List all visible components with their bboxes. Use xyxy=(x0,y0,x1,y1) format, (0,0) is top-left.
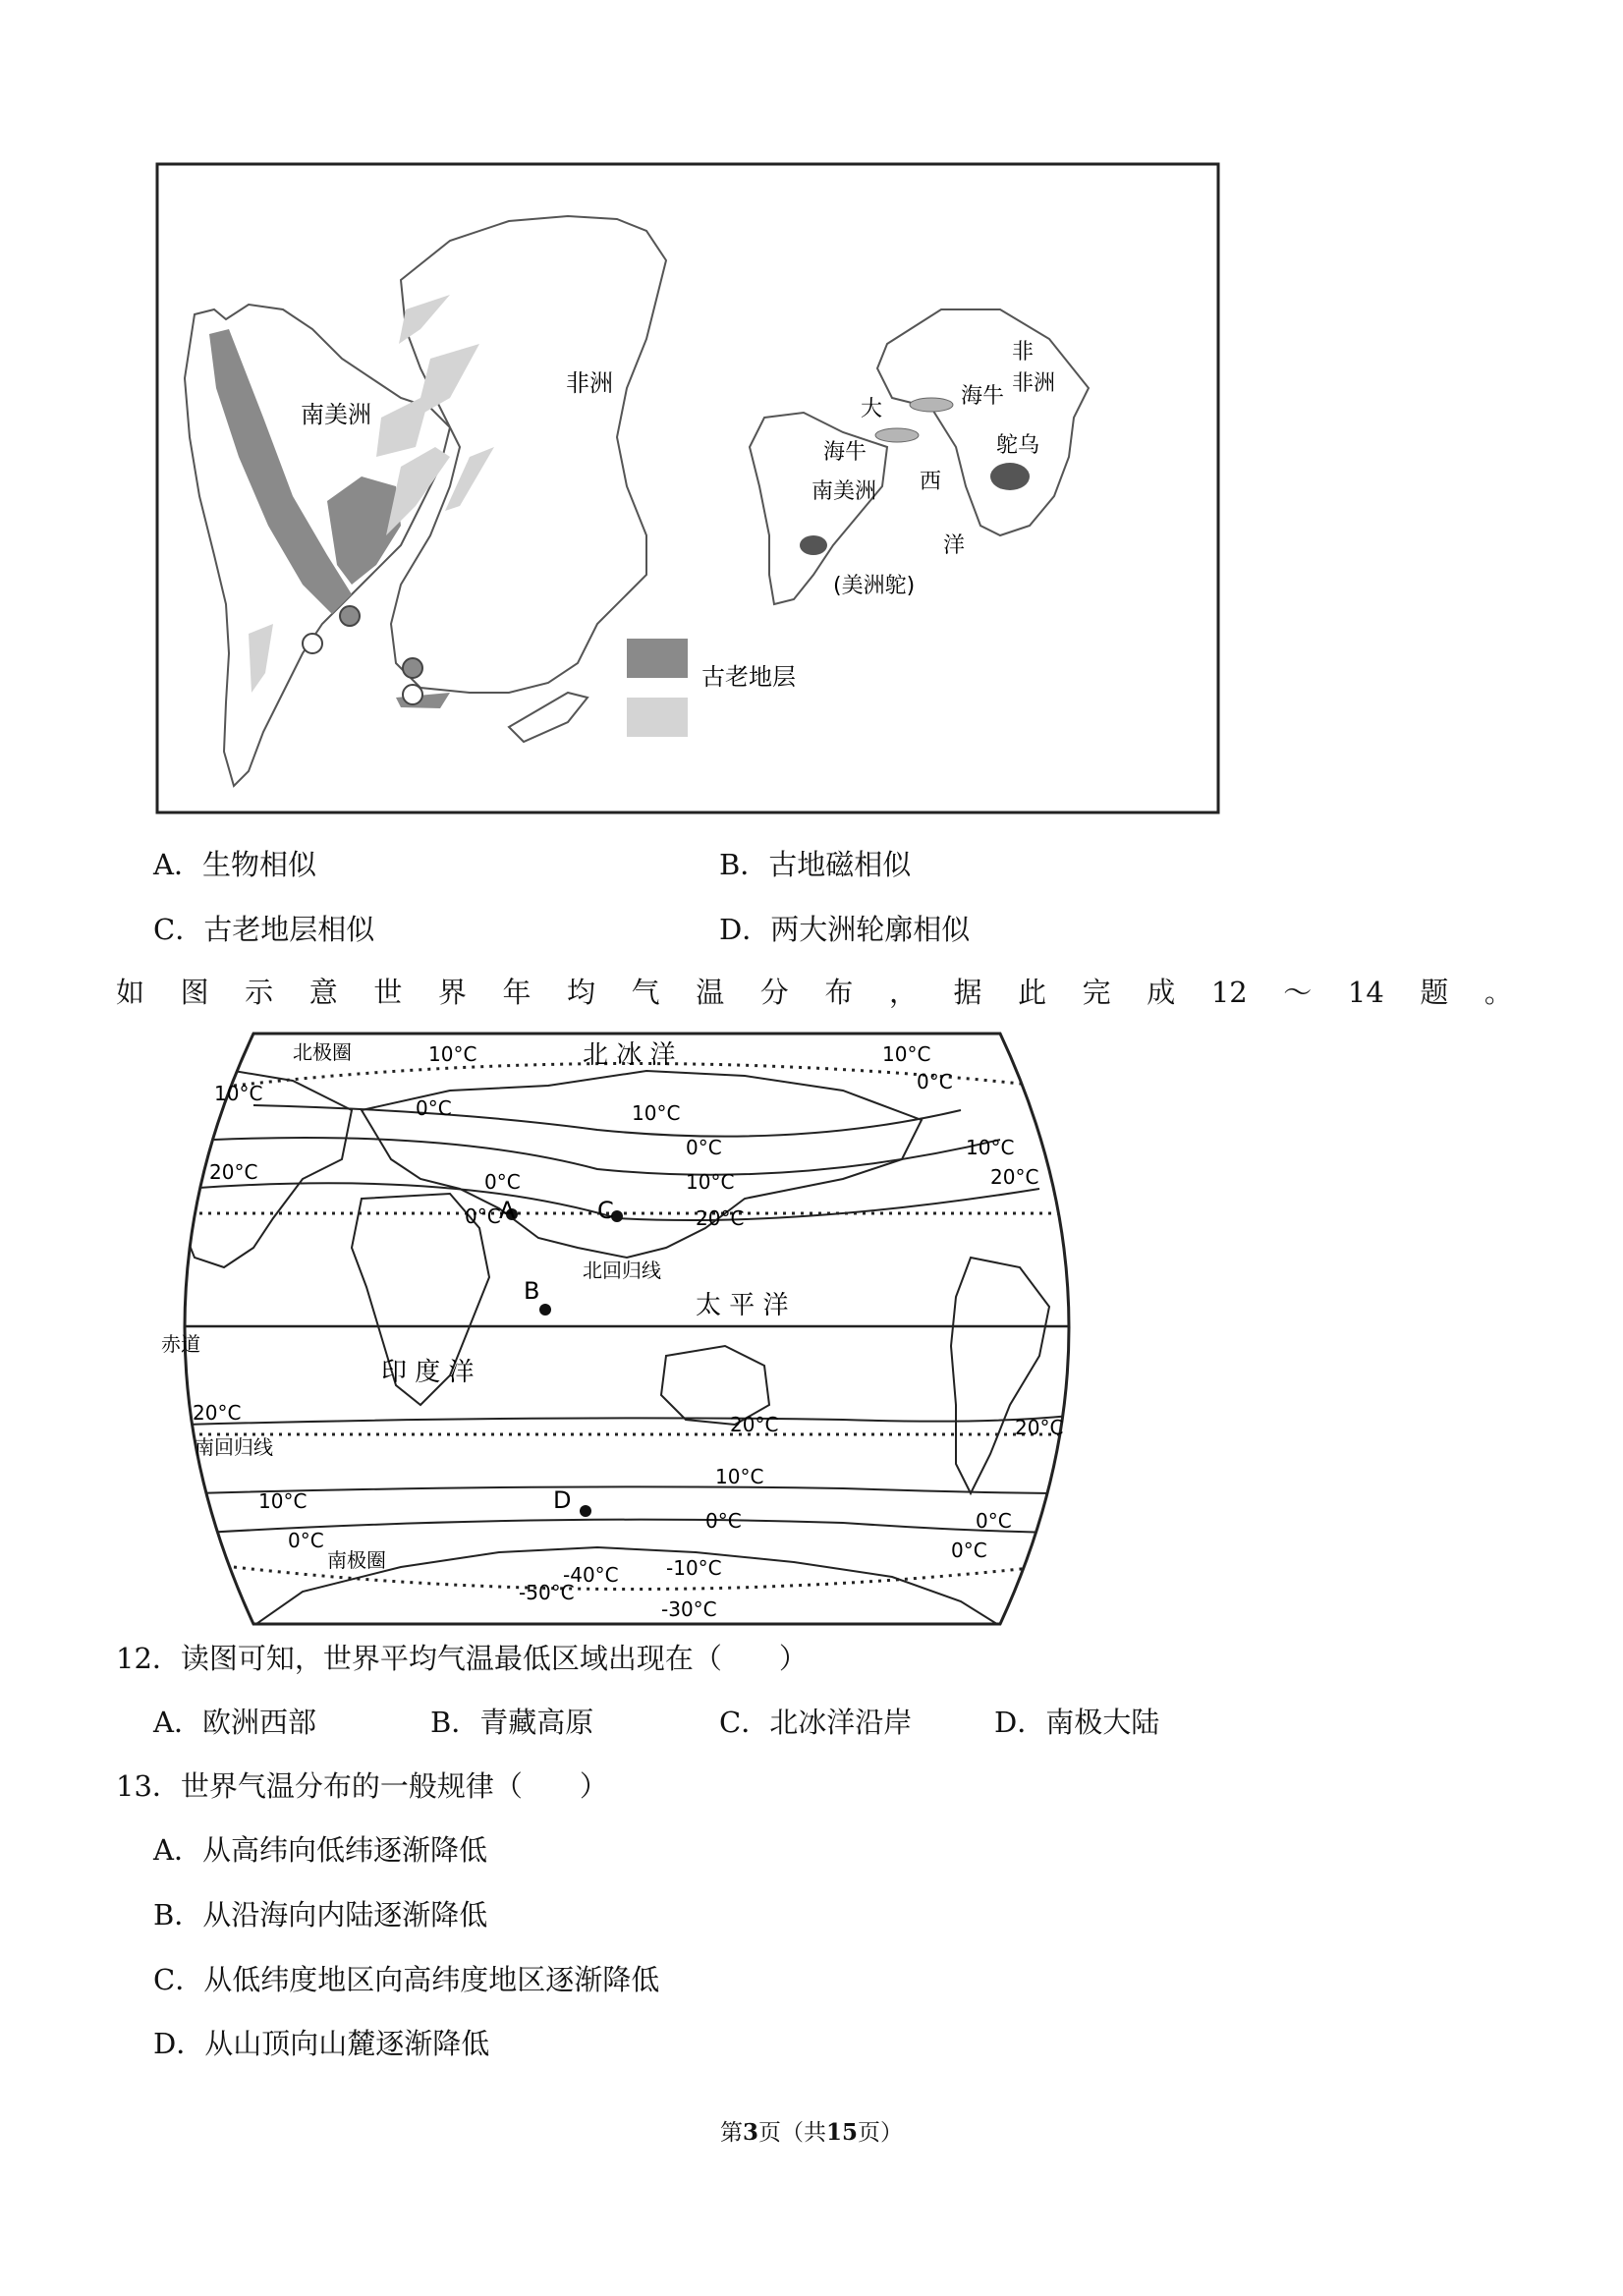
iso-label: 10°C xyxy=(258,1489,308,1513)
intro-char: 意 xyxy=(308,976,338,1009)
label-equator: 赤道 xyxy=(161,1332,200,1356)
intro-text xyxy=(116,975,1513,1010)
q13-stem: 13．世界气温分布的一般规律（ ） xyxy=(116,1769,608,1803)
legend-other-swatch xyxy=(627,698,688,737)
point-b xyxy=(539,1304,551,1316)
footer-mid: 页（共 xyxy=(758,2120,826,2146)
label-point-d: D xyxy=(553,1486,572,1514)
label-xi: 西 xyxy=(920,470,942,494)
iso-label: 10°C xyxy=(966,1136,1015,1159)
label-manatee-sa: 海牛 xyxy=(823,440,867,465)
intro-char: 12 xyxy=(1210,976,1248,1009)
iso-label: 0°C xyxy=(951,1539,987,1562)
label-point-c: C xyxy=(597,1197,614,1224)
fossil-dot-light-af xyxy=(403,685,422,704)
label-tropic-cancer: 北回归线 xyxy=(583,1259,661,1282)
label-sa-small: 南美洲 xyxy=(812,479,877,504)
intro-char: 界 xyxy=(437,976,467,1009)
legend-old-strata-label: 古老地层 xyxy=(701,663,796,691)
iso-label: 10°C xyxy=(632,1101,681,1125)
intro-char: 世 xyxy=(373,976,403,1009)
intro-char: 均 xyxy=(567,976,596,1009)
label-pacific: 太 平 洋 xyxy=(696,1291,789,1320)
intro-char: 图 xyxy=(180,976,209,1009)
iso-label: 10°C xyxy=(715,1465,764,1488)
label-south-america: 南美洲 xyxy=(301,401,371,428)
iso-label: 0°C xyxy=(416,1096,452,1120)
intro-char: 布 xyxy=(824,976,854,1009)
intro-char: 题 xyxy=(1420,976,1449,1009)
iso-label: -30°C xyxy=(661,1597,717,1621)
footer-prefix: 第 xyxy=(719,2120,743,2146)
q11-option-c[interactable]: C．古老地层相似 xyxy=(153,913,375,946)
intro-char: ～ xyxy=(1283,976,1313,1009)
iso-label: 0°C xyxy=(686,1136,722,1159)
intro-char: 气 xyxy=(631,976,660,1009)
iso-label: 10°C xyxy=(686,1170,735,1194)
label-point-a: A xyxy=(499,1197,516,1224)
iso-label: -50°C xyxy=(519,1581,575,1604)
footer-suffix: 页） xyxy=(858,2120,904,2146)
q13-option-a[interactable]: A．从高纬向低纬逐渐降低 xyxy=(153,1833,487,1867)
label-arctic-circle: 北极圈 xyxy=(293,1040,352,1064)
label-africa-small-1: 非 xyxy=(1012,340,1035,364)
intro-char: 示 xyxy=(245,976,274,1009)
q12-stem: 12．读图可知，世界平均气温最低区域出现在（ ） xyxy=(116,1642,808,1675)
intro-char: 分 xyxy=(759,976,789,1009)
fossil-dot-dark-sa xyxy=(340,606,360,626)
intro-char: 据 xyxy=(953,976,982,1009)
iso-label: 0°C xyxy=(976,1509,1012,1533)
legend-old-strata-swatch xyxy=(627,639,688,678)
q11-option-a[interactable]: A．生物相似 xyxy=(153,848,316,881)
intro-char: 。 xyxy=(1483,976,1513,1009)
q13-option-d[interactable]: D．从山顶向山麓逐渐降低 xyxy=(153,2027,490,2060)
label-tropic-capricorn: 南回归线 xyxy=(195,1435,273,1459)
footer-page: 3 xyxy=(742,2119,758,2146)
point-d xyxy=(580,1505,591,1517)
label-antarctic-circle: 南极圈 xyxy=(327,1548,386,1572)
label-arctic-ocean: 北 冰 洋 xyxy=(583,1040,676,1070)
label-da: 大 xyxy=(861,397,883,421)
iso-label: -10°C xyxy=(666,1556,722,1580)
q12-option-a[interactable]: A．欧洲西部 xyxy=(153,1706,316,1739)
intro-char: 14 xyxy=(1347,976,1384,1009)
fossil-dot-dark-af xyxy=(403,658,422,678)
label-point-b: B xyxy=(524,1277,540,1305)
iso-label: 20°C xyxy=(696,1206,745,1230)
iso-label: 10°C xyxy=(428,1042,477,1066)
iso-label: 0°C xyxy=(484,1170,521,1194)
q13-option-b[interactable]: B．从沿海向内陆逐渐降低 xyxy=(153,1898,488,1932)
label-indian: 印 度 洋 xyxy=(381,1358,475,1387)
footer-total: 15 xyxy=(826,2119,859,2146)
label-manatee-africa: 海牛 xyxy=(961,384,1005,409)
label-africa-big: 非洲 xyxy=(566,369,613,397)
iso-label: 0°C xyxy=(288,1529,324,1552)
intro-char: ， xyxy=(888,976,918,1009)
iso-label: 20°C xyxy=(1015,1416,1064,1439)
fossil-dot-light-sa xyxy=(303,634,322,653)
rhea-icon xyxy=(800,535,827,555)
label-africa-small: 非洲 xyxy=(1012,371,1056,396)
iso-label: 0°C xyxy=(705,1509,742,1533)
iso-label: 10°C xyxy=(882,1042,931,1066)
iso-label: 20°C xyxy=(730,1413,779,1436)
iso-label: 10°C xyxy=(214,1082,263,1105)
world-temperature-map xyxy=(155,1032,1102,1626)
q12-option-d[interactable]: D．南极大陆 xyxy=(994,1706,1160,1739)
iso-label: -40°C xyxy=(563,1563,619,1587)
intro-char: 成 xyxy=(1147,976,1176,1009)
manatee-icon-sa xyxy=(875,428,919,442)
q11-option-b[interactable]: B．古地磁相似 xyxy=(719,848,912,881)
iso-label: 0°C xyxy=(917,1070,953,1093)
intro-char: 完 xyxy=(1082,976,1111,1009)
label-ostrich: 鸵乌 xyxy=(996,433,1040,458)
manatee-icon-africa xyxy=(910,398,953,412)
iso-label: 20°C xyxy=(209,1160,258,1184)
q13-option-c[interactable]: C．从低纬度地区向高纬度地区逐渐降低 xyxy=(153,1963,660,1996)
intro-char: 如 xyxy=(116,976,145,1009)
label-rhea: (美洲鸵) xyxy=(833,574,916,598)
label-yang: 洋 xyxy=(943,533,966,558)
continental-drift-map xyxy=(155,162,1220,814)
intro-char: 年 xyxy=(502,976,532,1009)
iso-label: 20°C xyxy=(990,1165,1039,1189)
intro-char: 温 xyxy=(696,976,725,1009)
iso-label: 20°C xyxy=(193,1401,242,1425)
q12-option-b[interactable]: B．青藏高原 xyxy=(430,1706,594,1739)
q11-option-d[interactable]: D．两大洲轮廓相似 xyxy=(719,913,971,946)
q12-option-c[interactable]: C．北冰洋沿岸 xyxy=(719,1706,913,1739)
ostrich-icon xyxy=(990,463,1030,490)
intro-char: 此 xyxy=(1018,976,1047,1009)
page-footer xyxy=(0,2114,1623,2147)
iso-label: 0°C xyxy=(465,1204,501,1228)
